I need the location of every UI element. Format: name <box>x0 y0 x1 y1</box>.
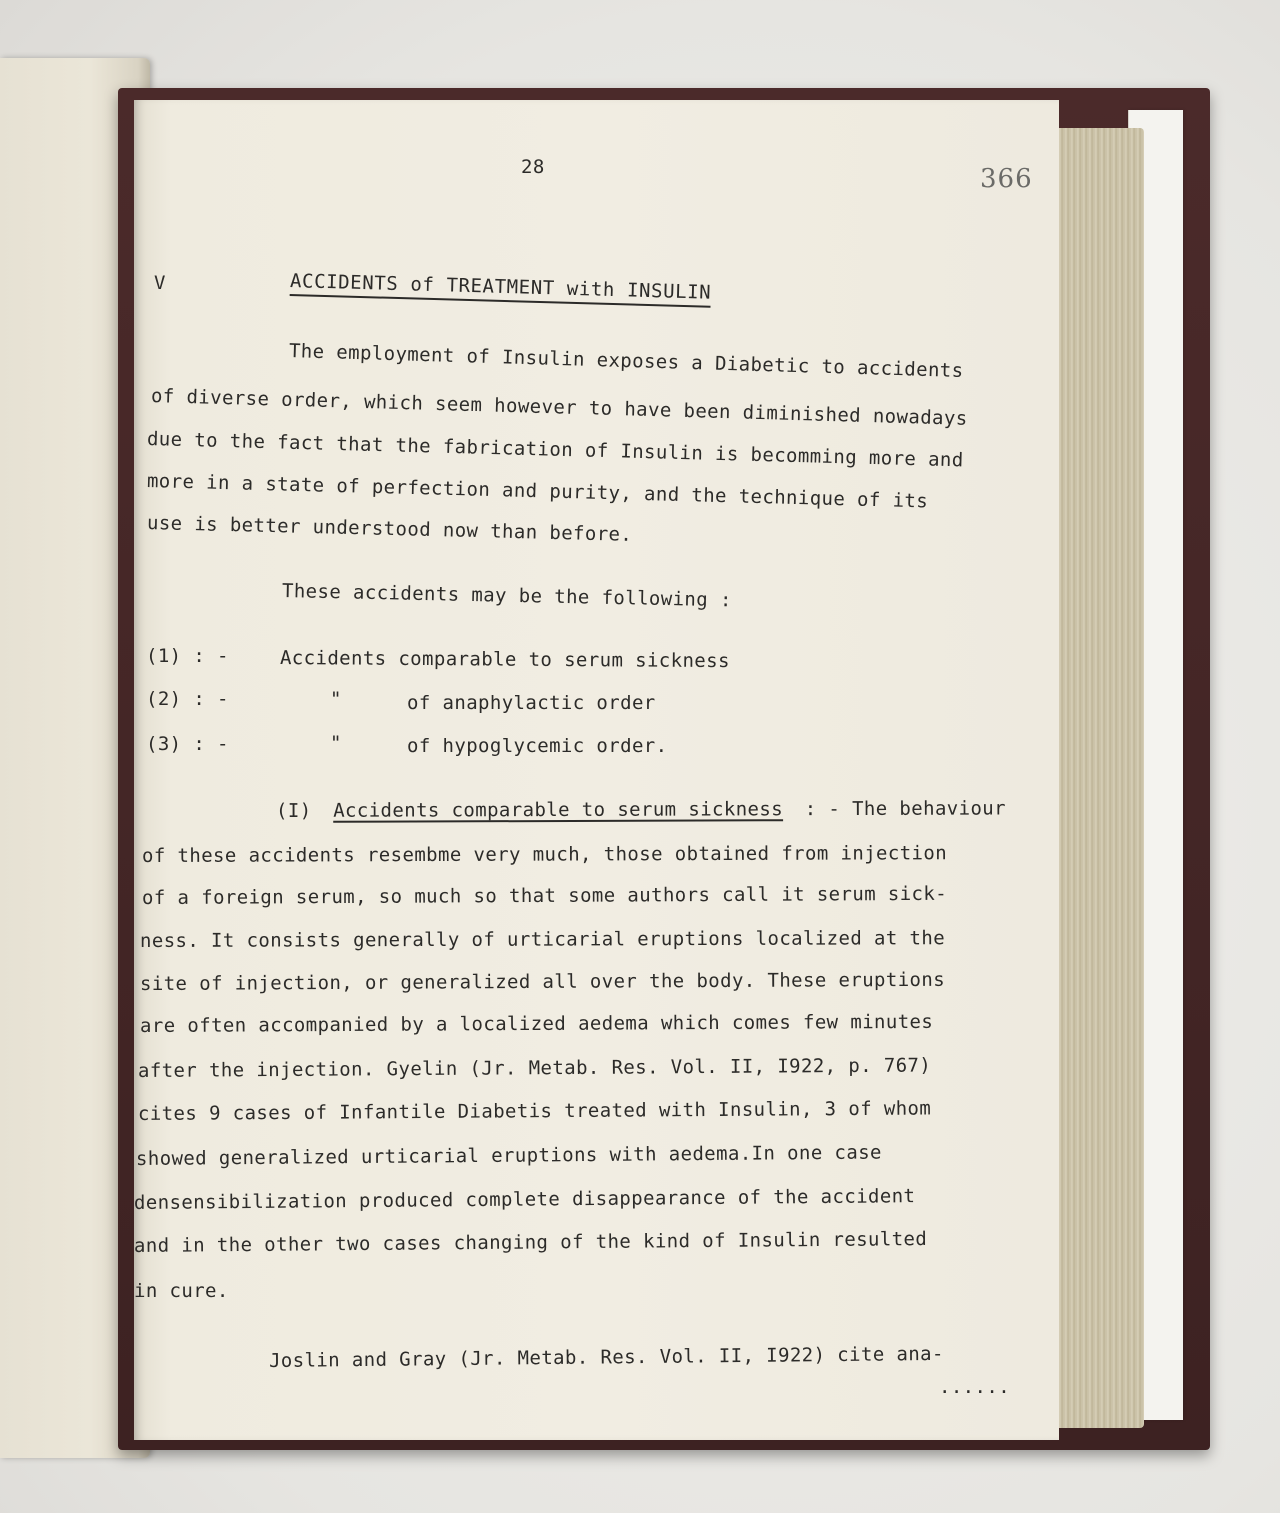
paragraph-2-line: are often accompanied by a localized aedema which comes few minutes <box>139 1010 934 1037</box>
paragraph-1-line: use is better understood now than before. <box>146 512 633 546</box>
paragraph-2-line: densensibilization produced complete disappearance of the accident <box>133 1185 916 1214</box>
subsection-heading-line <box>276 797 1006 822</box>
list-item-number: (3) : - <box>146 733 229 755</box>
list-item-number: (2) : - <box>146 688 229 710</box>
paragraph-1-line: of diverse order, which seem however to have been diminished nowadays <box>150 385 968 430</box>
subsection-lead: : - The behaviour <box>804 797 1007 821</box>
folio-stamp: 366 <box>980 164 1033 194</box>
paragraph-1-line: more in a state of perfection and purity, and the technique of its <box>146 470 929 513</box>
paragraph-1-line: due to the fact that the fabrication of Insulin is becomming more and <box>146 428 964 472</box>
paragraph-2-line: in cure. <box>134 1280 229 1302</box>
list-item-text: of hypoglycemic order. <box>407 735 668 757</box>
paragraph-2-line: and in the other two cases changing of the kind of Insulin resulted <box>133 1228 928 1257</box>
list-item-text: of anaphylactic order <box>407 692 656 714</box>
paragraph-2-line: showed generalized urticarial eruptions with aedema.In one case <box>135 1141 882 1170</box>
page-edges <box>1052 128 1144 1428</box>
page-number: 28 <box>521 156 545 178</box>
document-page <box>134 100 1059 1440</box>
section-numeral: V <box>154 272 166 294</box>
paragraph-2-line: cites 9 cases of Infantile Diabetis treated with Insulin, 3 of whom <box>137 1097 932 1125</box>
list-item-text: Accidents comparable to serum sickness <box>279 647 730 673</box>
paragraph-1-line: The employment of Insulin exposes a Diabetic to accidents <box>288 340 964 383</box>
subsection-title: Accidents comparable to serum sickness <box>333 798 784 822</box>
continuation-dots: ...... <box>939 1376 1011 1398</box>
paragraph-2-line: site of injection, or generalized all over the body. These eruptions <box>139 968 946 995</box>
paragraph-3-line: Joslin and Gray (Jr. Metab. Res. Vol. II, I922) cite ana- <box>268 1342 944 1372</box>
paragraph-2-line: after the injection. Gyelin (Jr. Metab. Res. Vol. II, I922, p. 767) <box>137 1054 932 1082</box>
paragraph-2-line: ness. It consists generally of urticarial eruptions localized at the <box>139 927 946 952</box>
list-item-ditto: " <box>330 732 342 754</box>
list-intro: These accidents may be the following : <box>281 580 733 612</box>
section-heading: ACCIDENTS of TREATMENT with INSULIN <box>290 270 712 308</box>
paragraph-2-line: of these accidents resembme very much, those obtained from injection <box>141 842 948 867</box>
list-item-number: (1) : - <box>146 645 229 667</box>
list-item-ditto: " <box>330 688 342 710</box>
paragraph-2-line: of a foreign serum, so much so that some authors call it serum sick- <box>141 882 948 909</box>
subsection-number: (I) <box>275 799 312 822</box>
